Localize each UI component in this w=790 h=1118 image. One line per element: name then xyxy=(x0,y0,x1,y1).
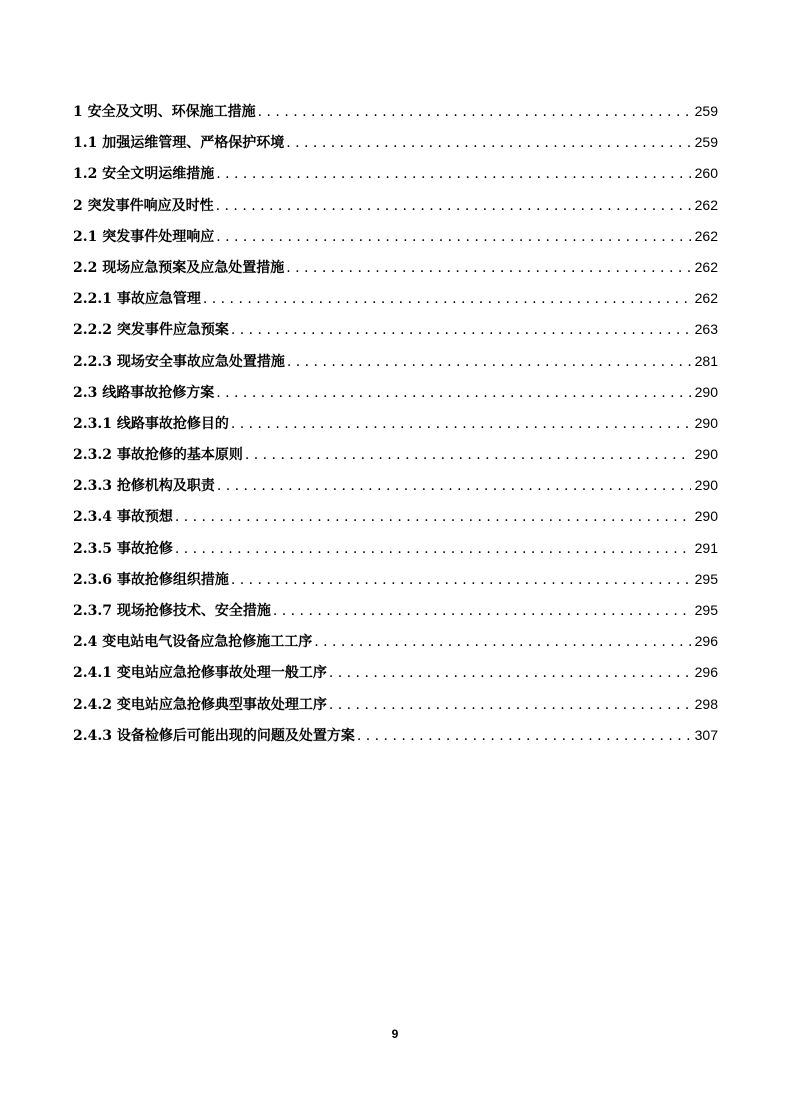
page-number: 9 xyxy=(391,1027,399,1041)
toc-entry[interactable] xyxy=(73,350,718,381)
toc-entry-title: 2.4 变电站电气设备应急抢修施工工序 xyxy=(73,634,313,651)
toc-entry[interactable] xyxy=(73,693,718,724)
toc-entry[interactable] xyxy=(73,568,718,599)
toc-dot-leader xyxy=(287,351,691,373)
toc-entry-title: 2 突发事件响应及时性 xyxy=(73,197,214,214)
toc-entry[interactable] xyxy=(73,318,718,349)
toc-entry[interactable] xyxy=(73,537,718,568)
toc-dot-leader xyxy=(231,413,691,435)
toc-entry-page: 281 xyxy=(694,352,718,369)
toc-entry-title: 2.4.2 变电站应急抢修典型事故处理工序 xyxy=(73,696,327,713)
toc-entry[interactable] xyxy=(73,256,718,287)
toc-dot-leader xyxy=(216,163,690,185)
toc-entry-title: 2.3.1 线路事故抢修目的 xyxy=(73,415,229,432)
toc-entry-page: 260 xyxy=(694,165,718,182)
toc-entry[interactable] xyxy=(73,287,718,318)
toc-entry[interactable] xyxy=(73,381,718,412)
toc-entry-page: 296 xyxy=(694,664,718,681)
toc-entry-page: 259 xyxy=(694,103,718,119)
toc-entry-title: 1.1 加强运维管理、严格保护环境 xyxy=(73,135,285,152)
toc-entry[interactable] xyxy=(73,724,718,755)
toc-entry-title: 2.3 线路事故抢修方案 xyxy=(73,384,215,401)
toc-entry[interactable] xyxy=(73,162,718,193)
toc-entry-title: 2.3.7 现场抢修技术、安全措施 xyxy=(73,603,271,619)
toc-entry-title: 2.2.1 事故应急管理 xyxy=(73,291,201,308)
toc-dot-leader xyxy=(329,694,691,716)
toc-dot-leader xyxy=(231,319,691,341)
toc-entry-page: 259 xyxy=(694,134,718,151)
toc-entry-title: 2.2 现场应急预案及应急处置措施 xyxy=(73,259,285,276)
toc-entry-page: 290 xyxy=(694,383,718,400)
toc-entry[interactable] xyxy=(73,661,718,692)
toc-entry[interactable] xyxy=(73,443,718,474)
toc-entry-title: 2.3.4 事故预想 xyxy=(73,509,173,526)
toc-dot-leader xyxy=(357,725,691,747)
toc-dot-leader xyxy=(258,101,691,123)
toc-dot-leader xyxy=(216,226,690,248)
toc-entry-page: 262 xyxy=(694,227,718,244)
toc-entry-page: 263 xyxy=(694,321,718,338)
toc-dot-leader xyxy=(217,475,691,497)
toc-entry[interactable] xyxy=(73,474,718,505)
toc-entry-title: 1 安全及文明、环保施工措施 xyxy=(73,104,256,120)
toc-dot-leader xyxy=(216,195,691,217)
toc-dot-leader xyxy=(314,631,690,653)
toc-entry-page: 262 xyxy=(694,196,718,213)
toc-entry-page: 296 xyxy=(694,633,718,650)
toc-entry-page: 262 xyxy=(694,290,718,307)
toc-entry-page: 290 xyxy=(694,477,718,494)
toc-entry-page: 262 xyxy=(694,258,718,275)
toc-entry-page: 295 xyxy=(694,570,718,587)
toc-entry-title: 2.2.2 突发事件应急预案 xyxy=(73,322,229,339)
toc-dot-leader xyxy=(216,382,690,404)
toc-dot-leader xyxy=(273,600,691,622)
toc-entry[interactable] xyxy=(73,505,718,536)
toc-entry-title: 2.2.3 现场安全事故应急处置措施 xyxy=(73,353,285,370)
toc-entry[interactable] xyxy=(73,599,718,630)
toc-entry-page: 290 xyxy=(694,414,718,431)
toc-dot-leader xyxy=(329,662,691,684)
toc-entry-title: 2.1 突发事件处理响应 xyxy=(73,228,215,245)
toc-dot-leader xyxy=(286,132,690,154)
toc-entry[interactable] xyxy=(73,630,718,661)
toc-entry[interactable] xyxy=(73,194,718,225)
toc-dot-leader xyxy=(245,444,691,466)
toc-entry-title: 2.3.3 抢修机构及职责 xyxy=(73,478,215,495)
toc-entry-page: 307 xyxy=(694,726,718,743)
toc-entry[interactable] xyxy=(73,225,718,256)
toc-entry-page: 290 xyxy=(694,446,718,463)
toc-entry-page: 298 xyxy=(694,695,718,712)
toc-entry[interactable] xyxy=(73,131,718,162)
toc-entry-page: 290 xyxy=(694,508,718,525)
toc-entry-title: 2.3.2 事故抢修的基本原则 xyxy=(73,447,243,464)
toc-entry-page: 295 xyxy=(694,602,718,618)
toc-entry-title: 1.2 安全文明运维措施 xyxy=(73,166,215,183)
toc-dot-leader xyxy=(175,538,691,560)
toc-dot-leader xyxy=(175,506,691,528)
toc-entry[interactable] xyxy=(73,412,718,443)
toc-dot-leader xyxy=(286,257,690,279)
toc-entry[interactable] xyxy=(73,100,718,131)
table-of-contents xyxy=(73,100,718,755)
toc-entry-page: 291 xyxy=(694,539,718,556)
toc-entry-title: 2.3.6 事故抢修组织措施 xyxy=(73,571,229,588)
toc-dot-leader xyxy=(203,288,691,310)
toc-entry-title: 2.4.1 变电站应急抢修事故处理一般工序 xyxy=(73,665,327,682)
toc-dot-leader xyxy=(231,569,691,591)
toc-entry-title: 2.4.3 设备检修后可能出现的问题及处置方案 xyxy=(73,727,355,744)
toc-entry-title: 2.3.5 事故抢修 xyxy=(73,540,173,557)
